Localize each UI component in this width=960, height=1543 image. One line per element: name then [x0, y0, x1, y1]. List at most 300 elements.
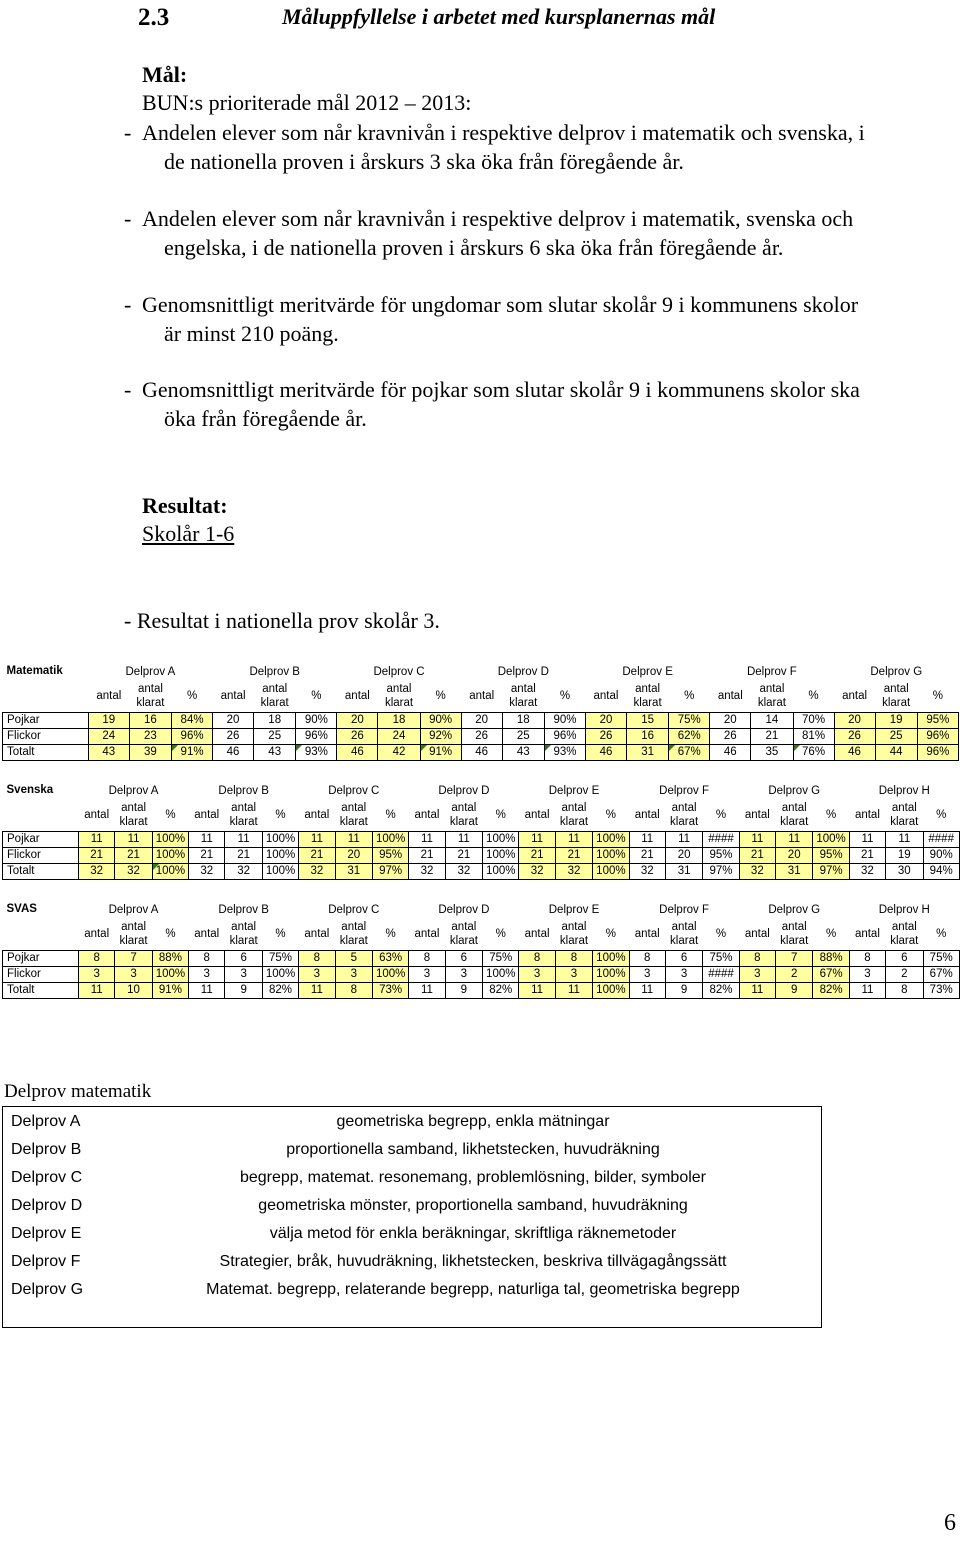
table-cell: 21: [751, 728, 793, 744]
table-cell: 26: [585, 728, 626, 744]
table-cell: 92%: [420, 728, 461, 744]
delprov-description: välja metod för enkla beräkningar, skriftliga räknemetoder: [269, 1225, 677, 1242]
table-cell: 32: [629, 863, 665, 879]
col-header-pct: %: [715, 927, 727, 940]
col-header-klarat-word: klarat: [119, 815, 148, 828]
goal-line-1: Genomsnittligt meritvärde för pojkar som slutar skolår 9 i kommunens skolor ska: [142, 377, 860, 402]
col-header-pct: %: [165, 927, 176, 940]
table-cell: 10: [115, 982, 152, 998]
table-cell: 8: [335, 982, 372, 998]
table-cell: 21: [555, 847, 592, 863]
table-cell: 3: [849, 966, 885, 982]
table-cell: 15: [626, 712, 668, 728]
table-cell: 8: [886, 982, 923, 998]
delprov-row: [3, 1109, 821, 1137]
col-header-stack: [670, 801, 698, 829]
col-header-klarat-word: klarat: [449, 934, 478, 947]
goal-item: [124, 204, 954, 262]
table-cell: 21: [739, 847, 775, 863]
col-header-pct: %: [936, 927, 947, 940]
col-header-klarat-word: klarat: [882, 696, 911, 709]
col-header-antal-klarat: [626, 680, 668, 712]
col-header-stack: [450, 801, 478, 829]
col-header-pct: %: [495, 927, 506, 940]
table-cell: 11: [335, 831, 372, 847]
table-cell: 91%: [172, 744, 213, 760]
table-cell: 8: [409, 950, 445, 966]
delprov-header-row: [3, 783, 960, 799]
column-header-row: [3, 918, 960, 950]
table-cell: 25: [254, 728, 296, 744]
col-header-klarat-word: klarat: [136, 696, 165, 709]
row-label: Totalt: [3, 744, 89, 760]
table-cell: 88%: [152, 950, 188, 966]
table-cell: 44: [875, 744, 917, 760]
col-header-klarat-word: klarat: [890, 934, 919, 947]
table-cell: 19: [886, 847, 923, 863]
col-header-stack: [634, 682, 662, 710]
table-cell: 8: [299, 950, 335, 966]
table-cell: 3: [299, 966, 335, 982]
col-header-stack: [230, 920, 258, 948]
col-header-pct: %: [825, 808, 837, 821]
goal-dash: -: [124, 377, 132, 402]
table-cell: 75%: [669, 712, 710, 728]
col-header-klarat-word: klarat: [890, 815, 919, 828]
table-cell: 11: [409, 831, 445, 847]
table-cell: 26: [337, 728, 378, 744]
table-cell: 97%: [372, 863, 408, 879]
table-cell: 100%: [262, 831, 298, 847]
col-header-antal-klarat: [875, 680, 917, 712]
table-row: [3, 712, 959, 728]
col-header-antal-klarat: [115, 799, 152, 831]
table-row: [3, 744, 959, 760]
table-cell: 26: [834, 728, 875, 744]
table-cell: 8: [629, 950, 665, 966]
goal-line-1: Andelen elever som når kravnivån i respektive delprov i matematik, svenska och: [142, 206, 854, 231]
col-header-pct: %: [495, 808, 506, 821]
table-cell: 3: [189, 966, 225, 982]
table-cell: 97%: [813, 863, 849, 879]
table-cell: 82%: [703, 982, 739, 998]
col-header-klarat-word: klarat: [339, 934, 368, 947]
table-cell: 62%: [669, 728, 710, 744]
table-cell: 3: [739, 966, 775, 982]
table-cell: 90%: [420, 712, 461, 728]
table-cell: 31: [665, 863, 702, 879]
table-cell: 8: [189, 950, 225, 966]
results-subheading: Skolår 1-6: [142, 521, 235, 546]
delprov-description: geometriska mönster, proportionella samband, huvudräkning: [258, 1197, 688, 1214]
col-header-stack: [780, 801, 808, 829]
section-number: 2.3: [138, 4, 170, 31]
subject-label: Matematik: [6, 665, 63, 677]
col-header-antal-word: antal: [121, 801, 147, 814]
table-cell: 100%: [152, 831, 188, 847]
col-header-pct: %: [932, 689, 944, 702]
col-header-klarat-word: klarat: [670, 815, 699, 828]
delprov-description: Strategier, bråk, huvudräkning, likhetstecken, beskriva tillvägagångssätt: [219, 1253, 727, 1270]
table-cell: 100%: [262, 966, 298, 982]
table-cell: 23: [129, 728, 171, 744]
table-cell: 20: [834, 712, 875, 728]
table-cell: 96%: [172, 728, 213, 744]
table-cell: ####: [703, 966, 739, 982]
delprov-header: Delprov D: [497, 666, 549, 678]
table-cell: 18: [502, 712, 544, 728]
col-header-antal: antal: [84, 808, 110, 821]
table-row: [3, 847, 960, 863]
col-header-klarat-word: klarat: [780, 815, 809, 828]
table-cell: 11: [629, 982, 665, 998]
table-cell: 46: [585, 744, 626, 760]
table-cell: 3: [665, 966, 702, 982]
col-header-pct: %: [825, 927, 837, 940]
col-header-antal-word: antal: [137, 682, 163, 695]
col-header-stack: [780, 920, 808, 948]
table-cell: 75%: [703, 950, 739, 966]
table-cell: 21: [115, 847, 152, 863]
table-cell: 11: [775, 831, 812, 847]
col-header-antal-klarat: [129, 680, 171, 712]
delprov-row: [3, 1277, 821, 1305]
result-table-svas: [2, 902, 960, 999]
goal-line-2: de nationella proven i årskurs 3 ska öka från föregående år.: [164, 149, 684, 174]
col-header-stack: [340, 920, 368, 948]
table-cell: 32: [739, 863, 775, 879]
col-header-stack: [340, 801, 368, 829]
table-cell: 21: [409, 847, 445, 863]
col-header-klarat-word: klarat: [229, 815, 258, 828]
table-cell: 11: [519, 831, 555, 847]
delprov-description: geometriska begrepp, enkla mätningar: [336, 1113, 610, 1130]
col-header-antal-word: antal: [341, 920, 367, 933]
table-cell: 11: [79, 831, 115, 847]
table-cell: 75%: [483, 950, 519, 966]
delprov-header: Delprov E: [548, 904, 600, 916]
delprov-header-row: [3, 664, 959, 680]
table-cell: 21: [79, 847, 115, 863]
table-cell: 43: [254, 744, 296, 760]
table-cell: 32: [555, 863, 592, 879]
table-cell: 32: [519, 863, 555, 879]
table-cell: 91%: [420, 744, 461, 760]
col-header-pct: %: [808, 689, 819, 702]
table-cell: 100%: [483, 847, 519, 863]
col-header-antal-klarat: [225, 918, 262, 950]
col-header-antal-word: antal: [341, 801, 367, 814]
table-cell: 3: [629, 966, 665, 982]
table-cell: 32: [445, 863, 482, 879]
col-header-antal: antal: [304, 927, 330, 940]
table-cell: 8: [79, 950, 115, 966]
col-header-klarat-word: klarat: [670, 934, 699, 947]
col-header-pct: %: [435, 689, 446, 702]
table-cell: 9: [445, 982, 482, 998]
table-cell: 11: [629, 831, 665, 847]
col-header-antal-klarat: [775, 799, 812, 831]
col-header-antal: antal: [854, 808, 880, 821]
result-table-svenska: [2, 783, 960, 880]
col-header-antal-klarat: [665, 918, 702, 950]
table-cell: 6: [225, 950, 262, 966]
table-cell: 100%: [483, 831, 519, 847]
table-cell: 96%: [917, 744, 958, 760]
col-header-antal: antal: [220, 689, 246, 702]
table-cell: 11: [225, 831, 262, 847]
table-cell: 5: [335, 950, 372, 966]
table-row: [3, 728, 959, 744]
table-cell: 91%: [152, 982, 188, 998]
table-cell: 100%: [483, 966, 519, 982]
row-label: Flickor: [3, 847, 79, 863]
col-header-antal-word: antal: [891, 920, 917, 933]
table-cell: 11: [519, 982, 555, 998]
table-cell: 11: [739, 982, 775, 998]
col-header-pct: %: [311, 689, 322, 702]
delprov-matematik-table: [2, 1106, 822, 1328]
col-header-antal-klarat: [335, 799, 372, 831]
delprov-row: [3, 1137, 821, 1165]
col-header-antal-klarat: [378, 680, 420, 712]
table-cell: 35: [751, 744, 793, 760]
table-cell: 6: [886, 950, 923, 966]
delprov-header: Delprov E: [622, 666, 673, 678]
table-cell: 100%: [372, 831, 408, 847]
table-cell: 6: [665, 950, 702, 966]
goal-dash: -: [124, 120, 132, 145]
col-header-antal-word: antal: [451, 920, 477, 933]
results-heading: Resultat:: [142, 493, 228, 518]
col-header-antal: antal: [524, 927, 550, 940]
table-cell: 81%: [793, 728, 834, 744]
delprov-header: Delprov G: [870, 666, 923, 678]
col-header-stack: [119, 801, 147, 829]
delprov-row: [3, 1193, 821, 1221]
table-cell: 20: [335, 847, 372, 863]
col-header-pct: %: [385, 808, 396, 821]
table-cell: 11: [739, 831, 775, 847]
table-cell: 26: [461, 728, 502, 744]
table-cell: 26: [213, 728, 254, 744]
table-cell: 19: [875, 712, 917, 728]
col-header-klarat-word: klarat: [260, 696, 289, 709]
table-cell: 11: [115, 831, 152, 847]
table-cell: 11: [299, 831, 335, 847]
col-header-antal-word: antal: [891, 801, 917, 814]
col-header-antal-klarat: [555, 918, 592, 950]
delprov-header: Delprov H: [878, 904, 930, 916]
table-cell: 95%: [372, 847, 408, 863]
column-header-row: [3, 799, 960, 831]
delprov-header: Delprov A: [108, 785, 159, 797]
table-cell: 11: [665, 831, 702, 847]
col-header-antal: antal: [744, 927, 770, 940]
table-cell: 3: [555, 966, 592, 982]
table-cell: 20: [665, 847, 702, 863]
col-header-antal-klarat: [886, 918, 923, 950]
col-header-antal-klarat: [886, 799, 923, 831]
table-cell: 67%: [813, 966, 849, 982]
col-header-antal-word: antal: [561, 920, 587, 933]
col-header-pct: %: [559, 689, 571, 702]
table-cell: 100%: [483, 863, 519, 879]
table-cell: 32: [409, 863, 445, 879]
delprov-header: Delprov H: [878, 785, 930, 797]
table-cell: 93%: [544, 744, 585, 760]
delprov-header: Delprov G: [768, 904, 821, 916]
col-header-antal-word: antal: [759, 682, 785, 695]
table-cell: 100%: [593, 831, 629, 847]
delprov-row: [3, 1249, 821, 1277]
col-header-stack: [385, 682, 413, 710]
col-header-stack: [509, 682, 537, 710]
delprov-description: begrepp, matemat. resonemang, problemlösning, bilder, symboler: [239, 1169, 707, 1186]
delprov-header-row: [3, 902, 960, 918]
table-cell: 84%: [172, 712, 213, 728]
goal-line-1: Genomsnittligt meritvärde för ungdomar som slutar skolår 9 i kommunens skolor: [142, 292, 859, 317]
table-cell: 39: [129, 744, 171, 760]
table-cell: 3: [225, 966, 262, 982]
col-header-antal-word: antal: [451, 801, 477, 814]
table-cell: 100%: [593, 863, 629, 879]
table-cell: 100%: [372, 966, 408, 982]
table-cell: ####: [703, 831, 739, 847]
table-cell: 18: [254, 712, 296, 728]
table-cell: 21: [629, 847, 665, 863]
col-header-antal-word: antal: [671, 920, 697, 933]
table-cell: 18: [378, 712, 420, 728]
col-header-klarat-word: klarat: [384, 696, 414, 709]
goal-line-2: engelska, i de nationella proven i årskurs 6 ska öka från föregående år.: [164, 235, 784, 260]
delprov-header: Delprov F: [659, 904, 710, 916]
col-header-antal-word: antal: [635, 682, 661, 695]
col-header-pct: %: [936, 808, 947, 821]
col-header-antal-klarat: [775, 918, 812, 950]
goal-line-1: Andelen elever som når kravnivån i respektive delprov i matematik och svenska, i: [142, 120, 865, 145]
table-cell: 75%: [923, 950, 959, 966]
table-cell: 7: [115, 950, 152, 966]
table-cell: 26: [710, 728, 751, 744]
delprov-header: Delprov F: [659, 785, 710, 797]
delprov-description: Matemat. begrepp, relaterande begrepp, naturliga tal, geometriska begrepp: [206, 1281, 740, 1298]
table-cell: 11: [445, 831, 482, 847]
goal-item: [124, 118, 954, 176]
table-cell: 46: [710, 744, 751, 760]
table-cell: 25: [875, 728, 917, 744]
table-cell: 2: [886, 966, 923, 982]
table-cell: 100%: [262, 847, 298, 863]
delprov-header: Delprov C: [373, 666, 425, 678]
col-header-klarat-word: klarat: [559, 815, 589, 828]
table-cell: 100%: [152, 863, 188, 879]
col-header-antal: antal: [194, 808, 220, 821]
col-header-antal: antal: [717, 689, 743, 702]
col-header-klarat-word: klarat: [633, 696, 662, 709]
table-cell: 3: [445, 966, 482, 982]
subject-label: Svenska: [6, 784, 54, 796]
table-cell: 11: [409, 982, 445, 998]
delprov-header: Delprov F: [746, 666, 797, 678]
table-cell: 8: [849, 950, 885, 966]
result-table-matematik: [2, 664, 959, 761]
col-header-stack: [230, 801, 258, 829]
col-header-antal-word: antal: [671, 801, 697, 814]
col-header-antal-klarat: [445, 799, 482, 831]
col-header-pct: %: [186, 689, 198, 702]
col-header-stack: [758, 682, 786, 710]
col-header-antal-klarat: [254, 680, 296, 712]
table-cell: 11: [886, 831, 923, 847]
table-cell: 24: [88, 728, 129, 744]
col-header-klarat-word: klarat: [780, 934, 809, 947]
delprov-name: Delprov E: [11, 1225, 82, 1242]
table-row: [3, 950, 960, 966]
table-cell: 67%: [669, 744, 710, 760]
table-cell: 21: [849, 847, 885, 863]
col-header-antal-klarat: [751, 680, 793, 712]
col-header-klarat-word: klarat: [509, 696, 538, 709]
col-header-stack: [560, 920, 588, 948]
table-cell: 94%: [923, 863, 959, 879]
col-header-antal: antal: [414, 927, 440, 940]
table-cell: 16: [129, 712, 171, 728]
table-cell: 46: [213, 744, 254, 760]
col-header-stack: [261, 682, 289, 710]
table-cell: 6: [445, 950, 482, 966]
table-cell: 90%: [544, 712, 585, 728]
table-cell: 11: [849, 982, 885, 998]
table-cell: 21: [189, 847, 225, 863]
col-header-stack: [136, 682, 164, 710]
row-label: Flickor: [3, 728, 89, 744]
delprov-header: Delprov A: [125, 666, 176, 678]
table-cell: 100%: [593, 966, 629, 982]
table-cell: 100%: [152, 966, 188, 982]
table-cell: 63%: [372, 950, 408, 966]
delprov-header: Delprov B: [218, 785, 269, 797]
col-header-antal: antal: [744, 808, 770, 821]
table-cell: 20: [585, 712, 626, 728]
table-cell: 21: [519, 847, 555, 863]
table-cell: 9: [665, 982, 702, 998]
table-cell: 32: [225, 863, 262, 879]
col-header-antal-word: antal: [231, 801, 257, 814]
col-header-antal: antal: [854, 927, 880, 940]
row-label: Totalt: [3, 863, 79, 879]
table-cell: 20: [213, 712, 254, 728]
col-header-klarat-word: klarat: [559, 934, 589, 947]
col-header-antal-word: antal: [781, 801, 807, 814]
table-cell: 11: [79, 982, 115, 998]
delprov-header: Delprov D: [438, 904, 490, 916]
delprov-matematik-heading: Delprov matematik: [4, 1081, 152, 1102]
col-header-antal-klarat: [225, 799, 262, 831]
table-cell: 14: [751, 712, 793, 728]
col-header-antal: antal: [96, 689, 122, 702]
col-header-antal-word: antal: [781, 920, 807, 933]
table-cell: 21: [445, 847, 482, 863]
table-cell: 8: [555, 950, 592, 966]
table-cell: 95%: [703, 847, 739, 863]
table-cell: 96%: [296, 728, 337, 744]
table-row: [3, 982, 960, 998]
goal-dash: -: [124, 206, 132, 231]
delprov-header: Delprov A: [108, 904, 159, 916]
col-header-antal-word: antal: [883, 682, 909, 695]
table-cell: 21: [225, 847, 262, 863]
